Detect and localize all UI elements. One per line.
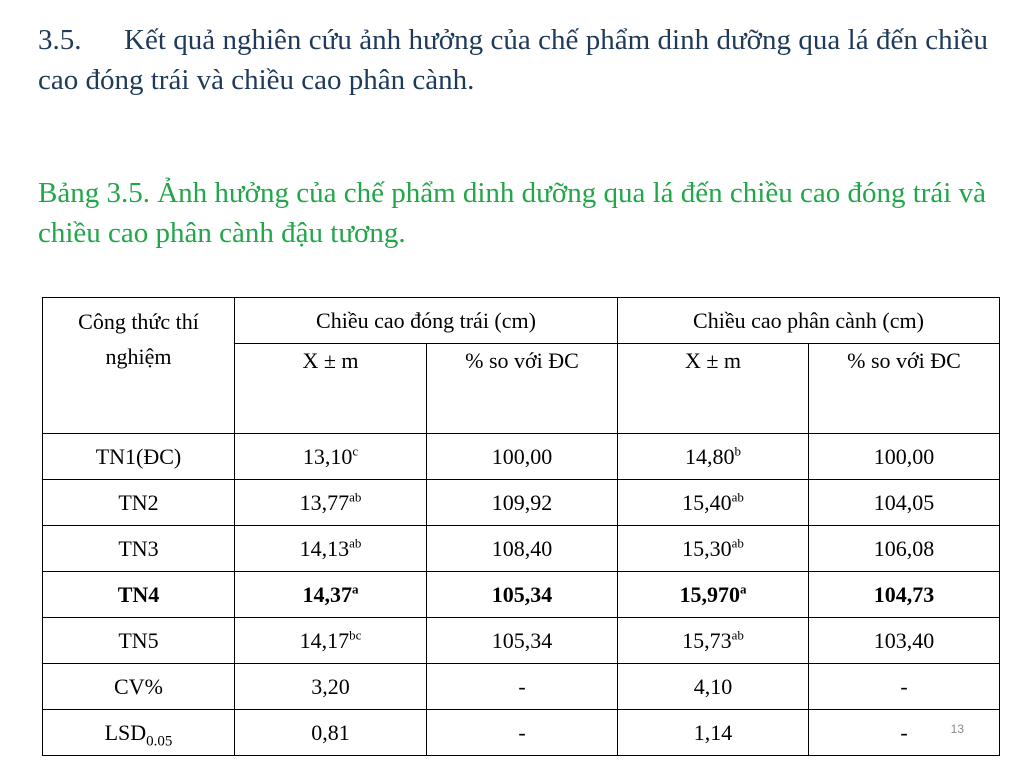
cell-fruiting-mean: 14,37$^a$ <box>235 572 427 618</box>
group-header-branching-height: Chiều cao phân cành (cm) <box>618 298 1000 344</box>
cell-branching-mean: 15,73$^{ab}$ <box>618 618 809 664</box>
cell-branching-percent: 106,08 <box>809 526 1000 572</box>
cell-fruiting-percent: - <box>427 710 618 756</box>
table-row <box>43 526 1000 572</box>
cell-branching-percent: 104,73 <box>809 572 1000 618</box>
row-label: TN1(ĐC) <box>43 434 235 480</box>
section-title: Kết quả nghiên cứu ảnh hưởng của chế phẩm dinh dưỡng qua lá đến chiều cao đóng trái và chiều cao phân cành. <box>38 24 988 96</box>
subheader-mean-branching: X ± m <box>618 344 809 434</box>
stub-header: Công thức thí nghiệm <box>43 298 235 434</box>
table-caption: Bảng 3.5. Ảnh hưởng của chế phẩm dinh dưỡng qua lá đến chiều cao đóng trái và chiều cao phân cành đậu tương. <box>38 177 986 249</box>
cell-branching-mean: 1,14 <box>618 710 809 756</box>
subheader-percent-branching: % so với ĐC <box>809 344 1000 434</box>
cell-branching-mean: 14,80$^b$ <box>618 434 809 480</box>
row-label: TN5 <box>43 618 235 664</box>
cell-fruiting-mean: 0,81 <box>235 710 427 756</box>
cell-branching-percent: - <box>809 664 1000 710</box>
section-number: 3.5. <box>38 24 82 56</box>
table-row-cv <box>43 664 1000 710</box>
table-row-highlighted <box>43 572 1000 618</box>
results-table <box>42 297 1000 756</box>
row-label: TN3 <box>43 526 235 572</box>
group-header-fruiting-height: Chiều cao đóng trái (cm) <box>235 298 618 344</box>
section-heading <box>38 20 988 100</box>
cell-fruiting-percent: 100,00 <box>427 434 618 480</box>
cell-fruiting-mean: 14,17$^{bc}$ <box>235 618 427 664</box>
table-row <box>43 480 1000 526</box>
table-row-lsd <box>43 710 1000 756</box>
subheader-mean-fruiting: X ± m <box>235 344 427 434</box>
cell-branching-percent: 104,05 <box>809 480 1000 526</box>
cell-branching-percent: 100,00 <box>809 434 1000 480</box>
row-label: $LSD_{0.05}$ <box>43 710 235 756</box>
cell-branching-mean: 15,970$^a$ <box>618 572 809 618</box>
page-number: 13 <box>950 722 964 736</box>
cell-fruiting-mean: 3,20 <box>235 664 427 710</box>
cell-fruiting-percent: 108,40 <box>427 526 618 572</box>
row-label: TN2 <box>43 480 235 526</box>
row-label: CV% <box>43 664 235 710</box>
subheader-percent-fruiting: % so với ĐC <box>427 344 618 434</box>
cell-fruiting-mean: 13,10$^c$ <box>235 434 427 480</box>
cell-fruiting-percent: 109,92 <box>427 480 618 526</box>
cell-branching-percent: 103,40 <box>809 618 1000 664</box>
table-header-row <box>43 298 1000 344</box>
cell-branching-mean: 15,30$^{ab}$ <box>618 526 809 572</box>
cell-branching-mean: 15,40$^{ab}$ <box>618 480 809 526</box>
cell-fruiting-percent: 105,34 <box>427 572 618 618</box>
cell-fruiting-percent: - <box>427 664 618 710</box>
cell-fruiting-percent: 105,34 <box>427 618 618 664</box>
row-label: TN4 <box>43 572 235 618</box>
table-row <box>43 434 1000 480</box>
table-row <box>43 618 1000 664</box>
cell-fruiting-mean: 13,77$^{ab}$ <box>235 480 427 526</box>
cell-fruiting-mean: 14,13$^{ab}$ <box>235 526 427 572</box>
cell-branching-mean: 4,10 <box>618 664 809 710</box>
cell-branching-percent: - <box>809 710 1000 756</box>
